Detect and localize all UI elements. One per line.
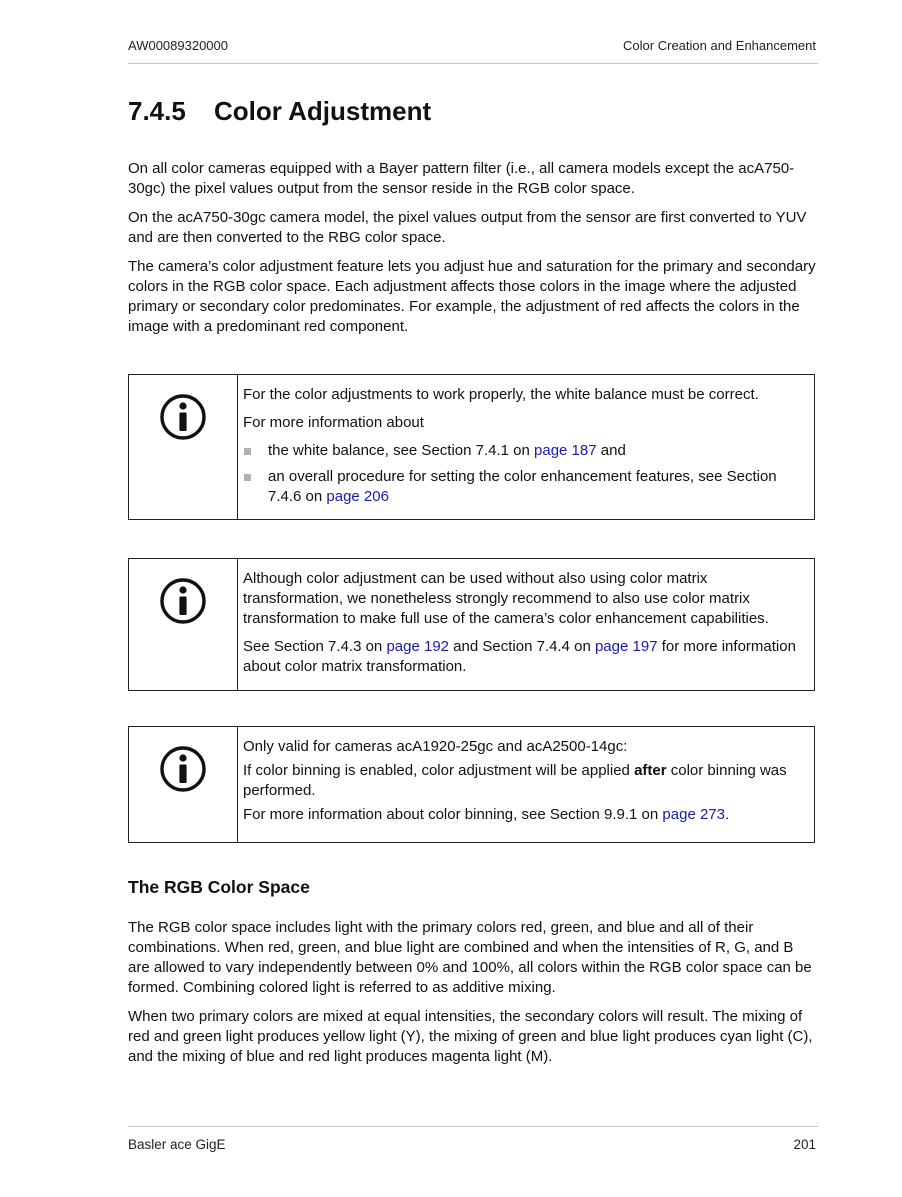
- page-link[interactable]: page 197: [594, 638, 658, 655]
- note-icon-cell: [129, 559, 238, 690]
- section-title: Color Adjustment: [214, 96, 432, 126]
- note-icon-cell: [129, 727, 238, 842]
- note-content: [243, 569, 804, 685]
- chapter-title: Color Creation and Enhancement: [623, 38, 816, 53]
- page-link[interactable]: page 187: [534, 442, 597, 459]
- rgb-paragraph-1: The RGB color space includes light with the primary colors red, green, and blue and all of their combinations. When red, green, and blue light are combined and when the intensities of R, G, and B are allowed to vary independently between 0% and 100%, all colors within the RGB color space can be formed. Combining colored light is referred to as additive mixing.: [128, 919, 812, 996]
- note-paragraph: Only valid for cameras acA1920-25gc and acA2500-14gc:: [243, 738, 628, 755]
- rgb-paragraph-2: When two primary colors are mixed at equal intensities, the secondary colors will result. The mixing of red and green light produces yellow light (Y), the mixing of green and blue light produces cyan light (C), and the mixing of blue and red light produces magenta light (M).: [128, 1008, 813, 1065]
- intro-paragraph-2: On the acA750-30gc camera model, the pixel values output from the sensor are first converted to YUV and are then converted to the RBG color space.: [128, 209, 807, 246]
- footer-divider: [128, 1126, 818, 1127]
- subsection-heading: The RGB Color Space: [128, 877, 310, 897]
- note-paragraph: Although color adjustment can be used without also using color matrix transformation, we nonetheless strongly recommend to also use color matrix transformation to make full use of the camera’s color enhancement capabilities.: [243, 570, 769, 627]
- header-divider: [128, 63, 818, 64]
- page-header: [128, 38, 816, 58]
- bullet-icon: [244, 448, 251, 455]
- bullet-icon: [244, 474, 251, 481]
- page-link[interactable]: page 192: [386, 638, 450, 655]
- page-link[interactable]: page 206: [326, 488, 389, 505]
- note-icon-cell: [129, 375, 238, 519]
- intro-paragraph-1: On all color cameras equipped with a Bayer pattern filter (i.e., all camera models except the acA750-30gc) the pixel values output from the sensor reside in the RGB color space.: [128, 160, 795, 197]
- note-paragraph: See Section 7.4.3 on page 192 and Section 7.4.4 on page 197 for more information about color matrix transformation.: [243, 638, 796, 675]
- info-icon: [159, 745, 207, 793]
- info-icon: [159, 577, 207, 625]
- note-line: For the color adjustments to work properly, the white balance must be correct.: [243, 386, 759, 403]
- intro-paragraph-3: The camera’s color adjustment feature lets you adjust hue and saturation for the primary and secondary colors in the RGB color space. Each adjustment affects those colors in the image where the adjusted primary or secondary color predominates. For example, the adjustment of red affects the colors in the image with a predominant red component.: [128, 258, 816, 335]
- page-number: 201: [793, 1137, 816, 1152]
- product-name: Basler ace GigE: [128, 1137, 226, 1152]
- list-item: the white balance, see Section 7.4.1 on page 187 and: [243, 441, 804, 461]
- note-box-color-matrix: [128, 558, 815, 691]
- section-heading: [128, 96, 431, 127]
- note-paragraph: For more information about color binning, see Section 9.9.1 on page 273.: [243, 806, 730, 823]
- page-link[interactable]: page 273.: [662, 806, 730, 823]
- info-icon: [159, 393, 207, 441]
- intro-text: [128, 159, 818, 346]
- note-content: [243, 385, 804, 513]
- note-box-color-binning: [128, 726, 815, 843]
- note-box-white-balance: [128, 374, 815, 520]
- note-paragraph: If color binning is enabled, color adjustment will be applied after color binning was performed.: [243, 762, 787, 799]
- doc-id: AW00089320000: [128, 38, 228, 53]
- emphasis-text: after: [634, 762, 667, 779]
- note-line: For more information about: [243, 414, 424, 431]
- section-number: 7.4.5: [128, 96, 186, 126]
- note-content: [243, 737, 804, 833]
- rgb-section-text: [128, 918, 818, 1076]
- list-item: an overall procedure for setting the color enhancement features, see Section 7.4.6 on page 206: [243, 467, 804, 507]
- note-bullet-list: [243, 441, 804, 507]
